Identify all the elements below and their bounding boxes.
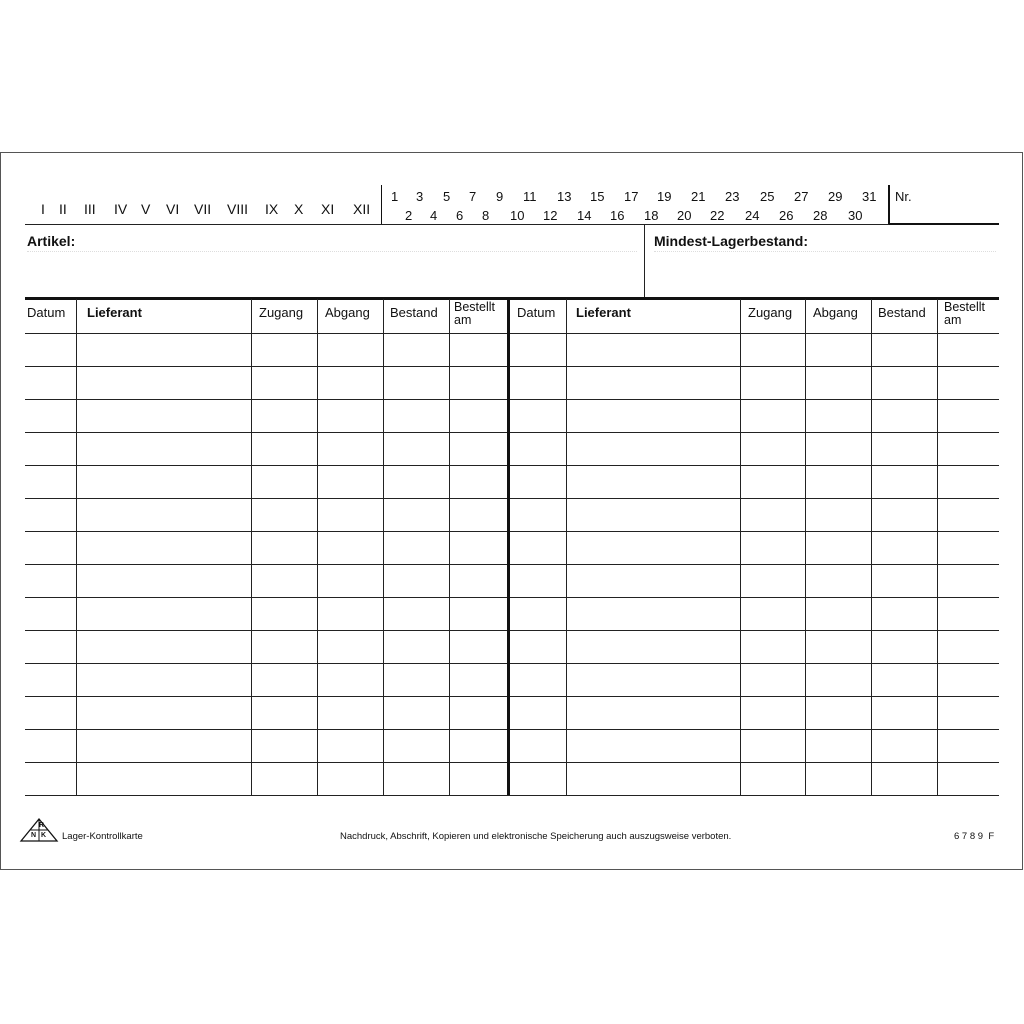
day-marker: 4 (430, 208, 438, 223)
month-marker: V (141, 201, 151, 217)
month-marker: IX (265, 201, 279, 217)
column-header-zugang: Zugang (748, 305, 793, 320)
month-marker: IV (114, 201, 128, 217)
column-line (871, 299, 872, 795)
column-header-datum: Datum (27, 305, 66, 320)
day-marker: 21 (691, 189, 706, 204)
column-header-bestand: Bestand (878, 305, 926, 320)
column-header-zugang: Zugang (259, 305, 304, 320)
month-marker: X (294, 201, 304, 217)
column-header-lieferant: Lieferant (87, 305, 142, 320)
column-header-bestellt-am: Bestellt am (454, 300, 495, 327)
day-marker: 9 (496, 189, 504, 204)
row-line (25, 432, 999, 433)
column-line (317, 299, 318, 795)
column-line (566, 299, 567, 795)
month-marker: III (84, 201, 96, 217)
day-marker: 30 (848, 208, 863, 223)
column-header-datum: Datum (517, 305, 556, 320)
month-marker: VII (194, 201, 212, 217)
month-marker: II (59, 201, 67, 217)
column-line (740, 299, 741, 795)
row-line (25, 531, 999, 532)
day-marker: 6 (456, 208, 464, 223)
month-strip-underline (25, 224, 889, 225)
min-stock-label: Mindest-Lagerbestand: (654, 233, 809, 249)
day-marker: 27 (794, 189, 809, 204)
table-top-border (25, 297, 999, 300)
day-marker: 28 (813, 208, 828, 223)
logo-letter-r: R (39, 822, 45, 829)
rnk-logo (19, 817, 63, 843)
article-label: Artikel: (27, 233, 76, 249)
center-divider (507, 299, 510, 795)
day-marker: 20 (677, 208, 692, 223)
day-marker: 1 (391, 189, 399, 204)
day-marker: 11 (523, 189, 537, 204)
day-marker: 7 (469, 189, 477, 204)
row-line (25, 729, 999, 730)
row-line (25, 597, 999, 598)
day-marker: 24 (745, 208, 760, 223)
month-marker: I (41, 201, 45, 217)
row-line (25, 696, 999, 697)
column-header-bestand: Bestand (390, 305, 438, 320)
row-line (25, 762, 999, 763)
row-line (25, 663, 999, 664)
row-line (25, 564, 999, 565)
number-field-underline (889, 223, 999, 225)
day-marker: 16 (610, 208, 625, 223)
column-line (449, 299, 450, 795)
article-guide-line (27, 251, 637, 252)
month-marker: VI (166, 201, 180, 217)
day-marker: 3 (416, 189, 424, 204)
column-header-lieferant: Lieferant (576, 305, 631, 320)
month-marker: XI (321, 201, 335, 217)
number-field-divider (888, 185, 890, 225)
day-marker: 8 (482, 208, 490, 223)
form-number: 6 7 8 9 F (954, 831, 995, 842)
number-label: Nr. (895, 189, 912, 204)
stock-control-card (0, 152, 1023, 870)
day-marker: 18 (644, 208, 659, 223)
column-header-bestellt-am: Bestellt am (944, 300, 985, 327)
day-marker: 19 (657, 189, 672, 204)
day-marker: 10 (510, 208, 525, 223)
column-line (805, 299, 806, 795)
day-marker: 29 (828, 189, 843, 204)
month-day-divider (381, 185, 382, 225)
logo-letter-n: N (31, 832, 37, 839)
min-stock-guide-line (654, 251, 996, 252)
row-line (25, 399, 999, 400)
day-marker: 17 (624, 189, 639, 204)
day-marker: 15 (590, 189, 605, 204)
column-line (76, 299, 77, 795)
day-marker: 13 (557, 189, 572, 204)
column-header-abgang: Abgang (813, 305, 858, 320)
row-line (25, 498, 999, 499)
column-line (937, 299, 938, 795)
day-marker: 22 (710, 208, 725, 223)
table-bottom-border (25, 795, 999, 796)
day-marker: 2 (405, 208, 413, 223)
copyright-notice: Nachdruck, Abschrift, Kopieren und elektronische Speicherung auch auszugsweise verboten. (340, 831, 732, 842)
day-marker: 12 (543, 208, 558, 223)
column-header-abgang: Abgang (325, 305, 370, 320)
column-line (251, 299, 252, 795)
day-marker: 5 (443, 189, 451, 204)
day-marker: 23 (725, 189, 740, 204)
row-line (25, 366, 999, 367)
row-line (25, 465, 999, 466)
day-marker: 26 (779, 208, 794, 223)
day-marker: 14 (577, 208, 592, 223)
month-marker: XII (353, 201, 371, 217)
column-line (383, 299, 384, 795)
day-marker: 25 (760, 189, 775, 204)
month-marker: VIII (227, 201, 249, 217)
form-name: Lager-Kontrollkarte (62, 831, 143, 842)
day-marker: 31 (862, 189, 877, 204)
article-min-stock-divider (644, 224, 645, 298)
logo-letter-k: K (41, 832, 47, 839)
row-line (25, 630, 999, 631)
row-line (25, 333, 999, 334)
